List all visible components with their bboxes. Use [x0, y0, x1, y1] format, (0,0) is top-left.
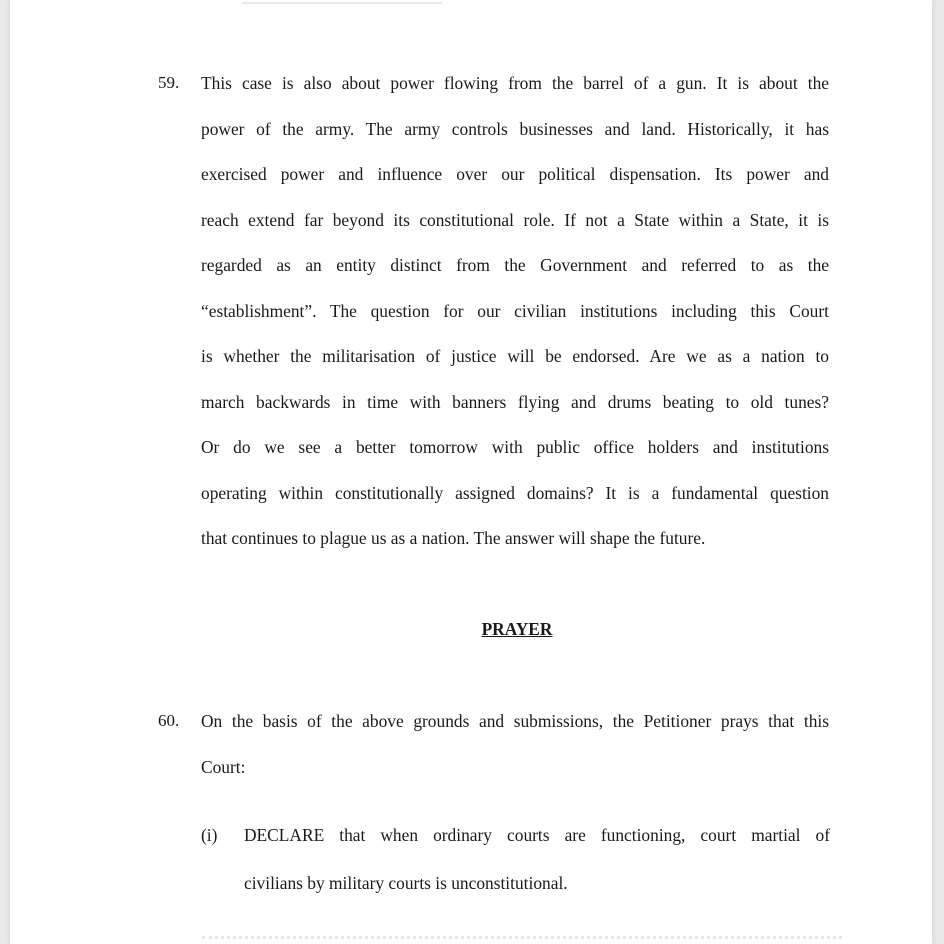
paragraph-line: reach extend far beyond its constitutional role. If not a State within a State, it is — [201, 209, 829, 230]
paragraph-line: Court: — [201, 756, 246, 777]
sub-item-text — [244, 825, 830, 921]
cut-off-top-text — [242, 0, 442, 4]
sub-item-marker: (i) — [201, 825, 218, 845]
sub-item-line: DECLARE that when ordinary courts are functioning, court martial of — [244, 825, 830, 845]
paragraph-line: This case is also about power flowing from the barrel of a gun. It is about the — [201, 73, 829, 93]
paragraph-60 — [201, 711, 829, 802]
section-heading-prayer: PRAYER — [481, 619, 553, 639]
paragraph-line: that continues to plague us as a nation. The answer will shape the future. — [201, 528, 706, 548]
paragraph-number-60: 60. — [158, 711, 180, 730]
paragraph-line: operating within constitutionally assigned domains? It is a fundamental question — [201, 482, 829, 503]
paragraph-line: is whether the militarisation of justice will be endorsed. Are we as a nation to — [201, 346, 829, 366]
sub-item-line: civilians by military courts is unconstitutional. — [244, 873, 568, 893]
paragraph-line: march backwards in time with banners flying and drums beating to old tunes? — [201, 391, 829, 412]
paragraph-line: “establishment”. The question for our civilian institutions including this Court — [201, 300, 829, 321]
paragraph-number-59: 59. — [158, 73, 180, 92]
cut-off-bottom-text — [202, 936, 842, 944]
paragraph-line: exercised power and influence over our political dispensation. Its power and — [201, 164, 829, 184]
paragraph-line: Or do we see a better tomorrow with public office holders and institutions — [201, 437, 829, 457]
paragraph-line: regarded as an entity distinct from the Government and referred to as the — [201, 255, 829, 275]
paragraph-line: power of the army. The army controls businesses and land. Historically, it has — [201, 118, 829, 139]
paragraph-59 — [201, 73, 829, 574]
document-page — [10, 0, 932, 944]
paragraph-line: On the basis of the above grounds and submissions, the Petitioner prays that this — [201, 711, 829, 731]
